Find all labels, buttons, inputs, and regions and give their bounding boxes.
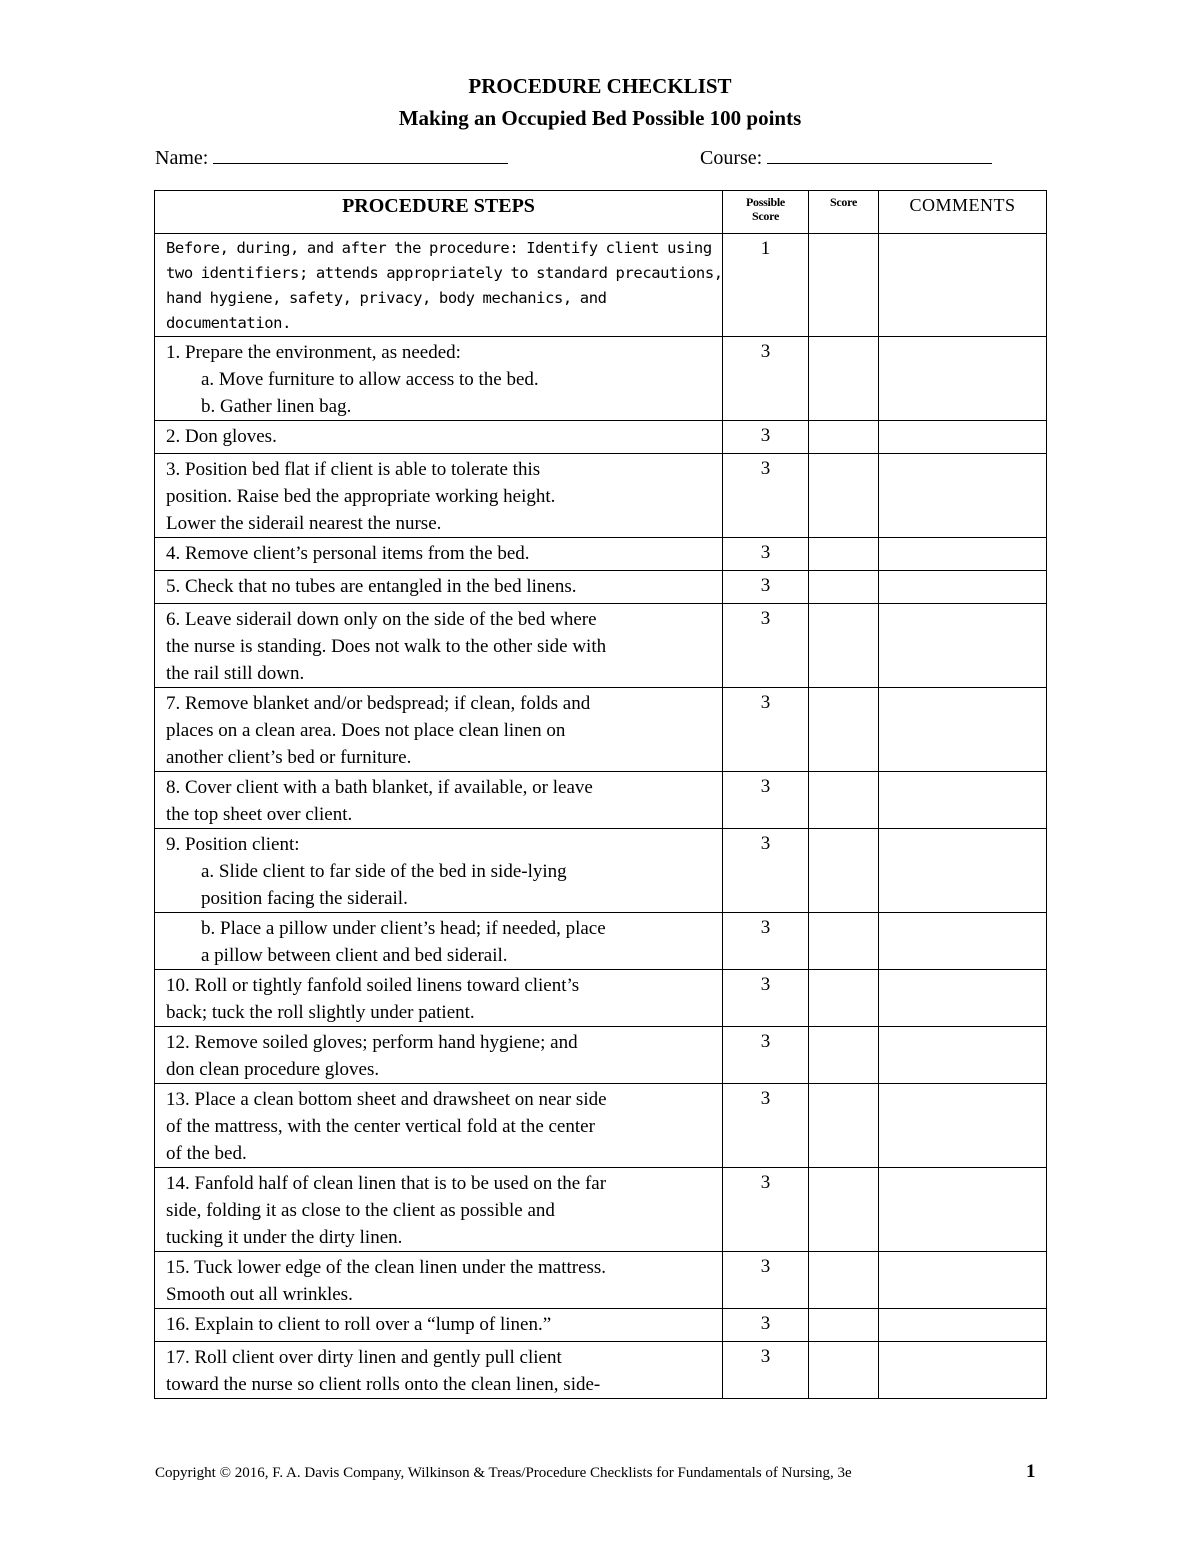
comments-cell[interactable]: [879, 1309, 1047, 1342]
step-description: [155, 913, 723, 970]
score-cell[interactable]: [809, 1309, 879, 1342]
header-score: Score: [809, 191, 879, 234]
possible-score-value: 3: [723, 337, 809, 421]
step-line: toward the nurse so client rolls onto the clean linen, side-: [166, 1374, 601, 1395]
score-cell[interactable]: [809, 1342, 879, 1399]
step-line: tucking it under the dirty linen.: [166, 1227, 403, 1248]
header-possible-line2: Score: [752, 209, 779, 223]
score-cell[interactable]: [809, 571, 879, 604]
step-line: position. Raise bed the appropriate working height.: [166, 486, 556, 507]
name-label: Name:: [155, 147, 209, 169]
step-line: side, folding it as close to the client as possible and: [166, 1200, 555, 1221]
score-cell[interactable]: [809, 538, 879, 571]
possible-score-value: 3: [723, 688, 809, 772]
step-description: [155, 970, 723, 1027]
step-description: [155, 337, 723, 421]
checklist-title: PROCEDURE CHECKLIST: [468, 74, 732, 98]
table-row: [155, 1309, 1047, 1342]
possible-score-value: 3: [723, 454, 809, 538]
comments-cell[interactable]: [879, 538, 1047, 571]
comments-cell[interactable]: [879, 1252, 1047, 1309]
step-description: [155, 571, 723, 604]
table-row: [155, 772, 1047, 829]
header-comments: COMMENTS: [879, 191, 1047, 234]
step-description: [155, 604, 723, 688]
step-line: another client’s bed or furniture.: [166, 747, 412, 768]
possible-score-value: 3: [723, 604, 809, 688]
score-cell[interactable]: [809, 913, 879, 970]
step-line: two identifiers; attends appropriately to standard precautions,: [166, 264, 723, 282]
comments-cell[interactable]: [879, 604, 1047, 688]
table-row: [155, 421, 1047, 454]
step-description: [155, 234, 723, 337]
table-row: [155, 829, 1047, 913]
score-cell[interactable]: [809, 454, 879, 538]
step-description: [155, 1027, 723, 1084]
step-line: 5. Check that no tubes are entangled in the bed linens.: [166, 576, 577, 597]
header-possible-score: [723, 191, 809, 234]
possible-score-value: 3: [723, 421, 809, 454]
comments-cell[interactable]: [879, 421, 1047, 454]
substep-line: a. Slide client to far side of the bed in side-lying: [201, 861, 567, 882]
possible-score-value: 3: [723, 913, 809, 970]
possible-score-value: 3: [723, 1084, 809, 1168]
step-line: 3. Position bed flat if client is able to tolerate this: [166, 459, 541, 480]
table-row: [155, 538, 1047, 571]
name-blank-line[interactable]: [213, 145, 508, 164]
step-line: 15. Tuck lower edge of the clean linen under the mattress.: [166, 1257, 607, 1278]
possible-score-value: 3: [723, 1027, 809, 1084]
substep-line: a. Move furniture to allow access to the bed.: [201, 369, 539, 390]
comments-cell[interactable]: [879, 1342, 1047, 1399]
score-cell[interactable]: [809, 1168, 879, 1252]
step-line: the rail still down.: [166, 663, 305, 684]
table-row: [155, 604, 1047, 688]
score-cell[interactable]: [809, 604, 879, 688]
score-cell[interactable]: [809, 337, 879, 421]
comments-cell[interactable]: [879, 688, 1047, 772]
header-possible-line1: Possible: [746, 195, 785, 209]
step-line: 16. Explain to client to roll over a “lump of linen.”: [166, 1314, 552, 1335]
step-description: [155, 1168, 723, 1252]
table-row: [155, 234, 1047, 337]
step-description: [155, 1084, 723, 1168]
table-row: [155, 1342, 1047, 1399]
comments-cell[interactable]: [879, 1168, 1047, 1252]
step-description: [155, 772, 723, 829]
score-cell[interactable]: [809, 1252, 879, 1309]
step-line: Lower the siderail nearest the nurse.: [166, 513, 442, 534]
step-description: [155, 1309, 723, 1342]
possible-score-value: 3: [723, 829, 809, 913]
name-field[interactable]: [155, 145, 508, 170]
step-line: don clean procedure gloves.: [166, 1059, 380, 1080]
page-number: 1: [1026, 1461, 1036, 1482]
step-description: [155, 688, 723, 772]
header-procedure-steps: PROCEDURE STEPS: [155, 191, 723, 234]
score-cell[interactable]: [809, 970, 879, 1027]
score-cell[interactable]: [809, 688, 879, 772]
step-description: [155, 1252, 723, 1309]
course-label: Course:: [700, 147, 763, 169]
step-line: 1. Prepare the environment, as needed:: [166, 342, 461, 363]
comments-cell[interactable]: [879, 454, 1047, 538]
step-line: of the mattress, with the center vertical fold at the center: [166, 1116, 595, 1137]
comments-cell[interactable]: [879, 970, 1047, 1027]
substep-line: a pillow between client and bed siderail.: [201, 945, 508, 966]
step-line: 8. Cover client with a bath blanket, if available, or leave: [166, 777, 593, 798]
substep-line: b. Gather linen bag.: [201, 396, 352, 417]
possible-score-value: 3: [723, 1252, 809, 1309]
course-field[interactable]: [700, 145, 992, 170]
possible-score-value: 3: [723, 1342, 809, 1399]
course-blank-line[interactable]: [767, 145, 992, 164]
table-row: [155, 970, 1047, 1027]
step-line: 9. Position client:: [166, 834, 300, 855]
table-row: [155, 688, 1047, 772]
table-row: [155, 913, 1047, 970]
comments-cell[interactable]: [879, 571, 1047, 604]
table-header-row: [155, 191, 1047, 234]
score-cell[interactable]: [809, 829, 879, 913]
step-line: the nurse is standing. Does not walk to the other side with: [166, 636, 607, 657]
step-line: the top sheet over client.: [166, 804, 353, 825]
score-cell[interactable]: [809, 421, 879, 454]
step-line: back; tuck the roll slightly under patient.: [166, 1002, 475, 1023]
comments-cell[interactable]: [879, 772, 1047, 829]
table-row: [155, 571, 1047, 604]
comments-cell[interactable]: [879, 1027, 1047, 1084]
comments-cell[interactable]: [879, 1084, 1047, 1168]
table-row: [155, 454, 1047, 538]
checklist-subtitle: Making an Occupied Bed Possible 100 points: [398, 106, 802, 130]
step-line: Before, during, and after the procedure: Identify client using: [166, 239, 712, 257]
table-row: [155, 337, 1047, 421]
step-description: [155, 1342, 723, 1399]
step-line: places on a clean area. Does not place clean linen on: [166, 720, 566, 741]
possible-score-value: 3: [723, 1168, 809, 1252]
step-description: [155, 454, 723, 538]
score-cell[interactable]: [809, 772, 879, 829]
table-row: [155, 1027, 1047, 1084]
possible-score-value: 3: [723, 772, 809, 829]
procedure-steps-table: [154, 190, 1047, 1399]
step-description: [155, 829, 723, 913]
step-description: [155, 421, 723, 454]
step-line: documentation.: [166, 314, 292, 332]
step-line: Smooth out all wrinkles.: [166, 1284, 353, 1305]
score-cell[interactable]: [809, 1027, 879, 1084]
substep-line: position facing the siderail.: [201, 888, 408, 909]
copyright-footer: Copyright © 2016, F. A. Davis Company, Wilkinson & Treas/Procedure Checklists for Fundamentals of Nursing, 3e: [155, 1465, 852, 1481]
step-line: 17. Roll client over dirty linen and gently pull client: [166, 1347, 562, 1368]
comments-cell[interactable]: [879, 234, 1047, 337]
table-row: [155, 1252, 1047, 1309]
table-row: [155, 1168, 1047, 1252]
step-line: of the bed.: [166, 1143, 247, 1164]
score-cell[interactable]: [809, 234, 879, 337]
possible-score-value: 3: [723, 538, 809, 571]
step-line: 2. Don gloves.: [166, 426, 277, 447]
step-description: [155, 538, 723, 571]
possible-score-value: 3: [723, 1309, 809, 1342]
step-line: 6. Leave siderail down only on the side of the bed where: [166, 609, 597, 630]
step-line: 4. Remove client’s personal items from the bed.: [166, 543, 530, 564]
step-line: 13. Place a clean bottom sheet and drawsheet on near side: [166, 1089, 607, 1110]
step-line: 7. Remove blanket and/or bedspread; if clean, folds and: [166, 693, 591, 714]
comments-cell[interactable]: [879, 913, 1047, 970]
score-cell[interactable]: [809, 1084, 879, 1168]
comments-cell[interactable]: [879, 337, 1047, 421]
possible-score-value: 1: [723, 234, 809, 337]
step-line: 10. Roll or tightly fanfold soiled linens toward client’s: [166, 975, 580, 996]
comments-cell[interactable]: [879, 829, 1047, 913]
substep-line: b. Place a pillow under client’s head; if needed, place: [201, 918, 606, 939]
possible-score-value: 3: [723, 571, 809, 604]
step-line: 14. Fanfold half of clean linen that is to be used on the far: [166, 1173, 607, 1194]
table-row: [155, 1084, 1047, 1168]
step-line: hand hygiene, safety, privacy, body mechanics, and: [166, 289, 607, 307]
step-line: 12. Remove soiled gloves; perform hand hygiene; and: [166, 1032, 578, 1053]
possible-score-value: 3: [723, 970, 809, 1027]
